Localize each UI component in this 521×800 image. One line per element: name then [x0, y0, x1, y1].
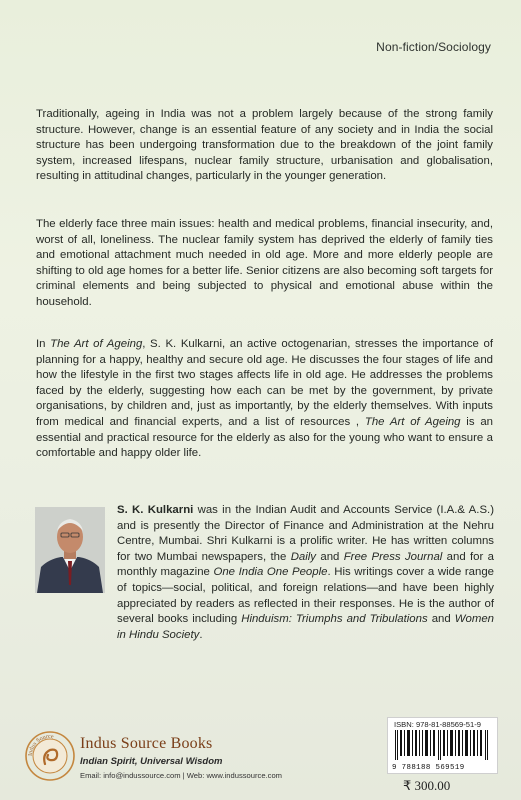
text-run: is an essential and practical resource for the elderly as also for the young who want to ensure a comfortable and happy older life.	[36, 415, 493, 460]
book-title: Women in Hindu Society	[117, 613, 494, 641]
logo-text: Indus Source	[27, 733, 54, 757]
genre-label: Non-fiction/Sociology	[376, 40, 491, 54]
text-run: and for a monthly magazine	[117, 550, 494, 579]
text-run: .	[199, 628, 203, 641]
author-photo	[35, 507, 105, 593]
text-run: and	[316, 550, 344, 563]
isbn-label: ISBN: 978-81-88569-51-9	[394, 720, 481, 729]
author-bio	[117, 503, 494, 643]
publisher-name: Indus Source Books	[80, 735, 213, 752]
blurb-paragraph-3	[36, 337, 493, 462]
barcode-bars	[394, 730, 491, 760]
publisher-block	[80, 735, 282, 780]
text-run: , S. K. Kulkarni, an active octogenarian, stresses the importance of planning for a happy, healthy and secure old age. He discusses the four stages of life and how the lifestyle in the first two stages affects life in old age. He addresses the problems faced by the elderly, suggesting how each can be met by the government, by private organisations, by children and, just as importantly, by the elderly themselves. With inputs from medical and financial experts, and a list of resources ,	[36, 338, 493, 428]
text-run: In	[36, 338, 51, 350]
book-title: The Art of Ageing	[364, 415, 461, 428]
magazine-title: One India One People	[213, 566, 328, 579]
newspaper-title: Daily	[290, 550, 317, 563]
text-run: was in the Indian Audit and Accounts Service (I.A.& A.S.) and is presently the Director of Finance and Administration at the Nehru Centre, Mumbai. Shri Kulkarni is a prolific writer. He has written columns for two Mumbai newspapers, the	[117, 504, 494, 563]
barcode-number: 9 788188 569519	[392, 764, 465, 772]
publisher-tagline: Indian Spirit, Universal Wisdom	[80, 756, 223, 767]
book-title: Hinduism: Triumphs and Tribulations	[241, 613, 428, 626]
blurb-paragraph-1: Traditionally, ageing in India was not a problem largely because of the strong family structure. However, change is an essential feature of any society and in India the social structure has been undergoing transformation due to the breakdown of the joint family system, increased lifespans, nuclear family structure, urbanisation and globalisation, resulting in attitudinal changes, particularly in the younger generation.	[36, 108, 493, 183]
book-title: The Art of Ageing	[50, 338, 143, 350]
text-run: and	[427, 613, 455, 626]
text-run: . His writings cover a wide range of topics—social, political, and foreign relations—and have been highly appreciated by readers as reflected in their responses. He is the author of several books including	[117, 566, 495, 626]
author-name: S. K. Kulkarni	[117, 504, 194, 516]
publisher-logo	[24, 730, 76, 782]
publisher-contact: Email: info@indussource.com | Web: www.indussource.com	[80, 771, 282, 780]
price: ₹ 300.00	[403, 778, 451, 793]
blurb-paragraph-2: The elderly face three main issues: health and medical problems, financial insecurity, and, worst of all, loneliness. The nuclear family system has deprived the elderly of family ties and emotional attachment much needed in old age. More and more elderly people are shifting to old age homes for a better life. Senior citizens are also becoming soft targets for criminal elements and being subjected to physical and emotional abuse within the household.	[36, 218, 493, 308]
barcode	[387, 717, 498, 774]
newspaper-title: Free Press Journal	[343, 550, 443, 563]
